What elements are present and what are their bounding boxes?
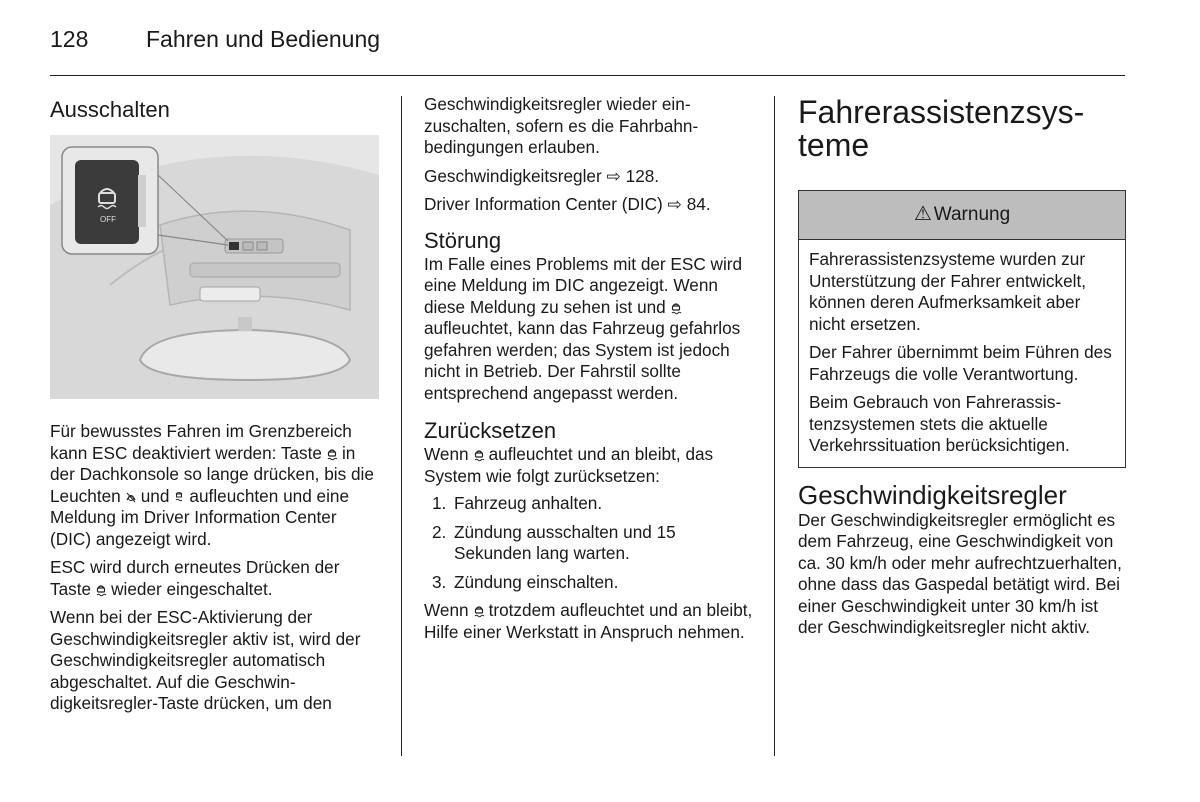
warning-paragraph-1: Fahrerassistenzsysteme wurden zur Unterstützung der Fahrer entwickelt, können deren Aufmerksamkeit aber nicht ersetzen.: [809, 249, 1087, 334]
column-right: [798, 96, 1126, 639]
page-number: 128: [50, 26, 89, 52]
paragraph-cruise: Der Geschwindigkeitsregler ermöglicht es dem Fahrzeug, eine Geschwindigkeit von ca. 30 km/h oder mehr aufrechtzuerhalten, ohne dass das Gaspedal betätigt wird. Bei einer Geschwindigkeit unter 30 km/h ist der Geschwindigkeitsregler nicht aktiv.: [798, 509, 1122, 637]
step-number: 3.: [432, 571, 447, 592]
warning-triangle-icon: ⚠: [913, 203, 932, 226]
esc-off-icon: [473, 448, 485, 462]
reactivate-text-b: wieder eingeschaltet.: [111, 578, 273, 599]
esc-off-icon: [670, 301, 682, 315]
column-divider-2: [774, 96, 775, 756]
paragraph-reactivate: [50, 557, 380, 600]
esc-off-icon: [326, 447, 338, 461]
esc-off-icon: [473, 604, 485, 618]
reference-dic[interactable]: Driver Information Center (DIC) ⇨ 84.: [424, 194, 711, 214]
roof-console-illustration: [50, 135, 379, 399]
traction-off-icon: [125, 490, 137, 504]
roof-console-drawing: [50, 135, 379, 399]
esc-off-small-icon: [173, 490, 185, 504]
deactivate-text-c: und: [140, 485, 170, 506]
warning-body: [799, 240, 1125, 467]
esc-off-label: OFF: [100, 215, 116, 224]
reactivate-text-a: ESC wird durch erneutes Drücken der Taste: [50, 557, 340, 599]
step-text: Zündung ausschalten und 15 Sekunden lang warten.: [454, 521, 676, 563]
step-number: 2.: [432, 521, 447, 542]
column-left: [50, 94, 380, 715]
step-text: Fahrzeug anhalten.: [454, 493, 603, 513]
list-item: [424, 522, 754, 565]
stoerung-text-b: aufleuchtet, kann das Fahrzeug gefahrlos gefahren werden; das System ist jedoch nicht in Betrieb. Der Fahrstil sollte entsprechend angepasst werden.: [424, 318, 741, 403]
stoerung-text-a: Im Falle eines Problems mit der ESC wird eine Meldung im DIC angezeigt. Wenn diese Meldung zu sehen ist und: [424, 253, 743, 317]
paragraph-continued: Geschwindigkeitsregler wieder einzuschalten, sofern es die Fahrbahnbedingungen erlauben.: [424, 94, 699, 157]
header-divider: [50, 75, 1125, 76]
heading-ausschalten: Ausschalten: [50, 97, 170, 122]
paragraph-cruise-interaction: Wenn bei der ESC-Aktivierung der Geschwindigkeitsregler aktiv ist, wird der Geschwindigkeitsregler automatisch abgeschaltet. Auf die Geschwindigkeitsregler-Taste drücken, um den: [50, 607, 361, 713]
reset-text-a: Wenn: [424, 444, 469, 464]
warning-title: Warnung: [933, 204, 1011, 226]
workshop-text-b: trotzdem aufleuchtet und an bleibt, Hilfe einer Werkstatt in Anspruch nehmen.: [424, 600, 753, 642]
step-text: Zündung einschalten.: [454, 571, 619, 592]
paragraph-reset: [424, 444, 754, 487]
workshop-text-a: Wenn: [424, 600, 469, 620]
heading-zuruecksetzen: Zurücksetzen: [424, 418, 557, 443]
esc-off-icon: [95, 583, 107, 597]
warning-header: [799, 191, 1125, 240]
reference-cruise-control[interactable]: Geschwindigkeitsregler ⇨ 128.: [424, 165, 660, 186]
paragraph-deactivate: [50, 421, 380, 550]
list-item: [424, 572, 754, 594]
reset-steps-list: [424, 493, 754, 593]
heading-geschwindigkeitsregler: Geschwindigkeitsregler: [798, 479, 1067, 510]
list-item: [424, 493, 754, 515]
deactivate-text-b: in der Dachkonsole so lange drücken, bis die Leuchten: [50, 442, 374, 506]
warning-paragraph-2: Der Fahrer übernimmt beim Führen des Fahrzeugs die volle Verantwortung.: [809, 342, 1112, 384]
paragraph-stoerung: [424, 254, 754, 405]
column-divider-1: [401, 96, 402, 756]
deactivate-text-a: Für bewusstes Fahren im Grenzbereich kann ESC deaktiviert werden: Taste: [50, 421, 352, 463]
reset-text-b: aufleuchtet und an bleibt, das System wie folgt zurücksetzen:: [424, 444, 714, 486]
heading-fahrerassistenzsysteme: Fahrerassistenzsysteme: [798, 94, 1085, 163]
page-header: [50, 26, 380, 54]
paragraph-workshop: [424, 600, 754, 643]
deactivate-text-d: aufleuchten und eine Meldung im Driver Information Center (DIC) angezeigt wird.: [50, 485, 350, 549]
section-title: Fahren und Bedienung: [146, 26, 381, 52]
step-number: 1.: [432, 493, 447, 513]
warning-box: [798, 190, 1126, 468]
heading-stoerung: Störung: [424, 227, 502, 253]
column-middle: [424, 94, 754, 643]
warning-paragraph-3: Beim Gebrauch von Fahrerassistenzsystemen stets die aktuelle Verkehrssituation berücksichtigen.: [809, 392, 1070, 455]
